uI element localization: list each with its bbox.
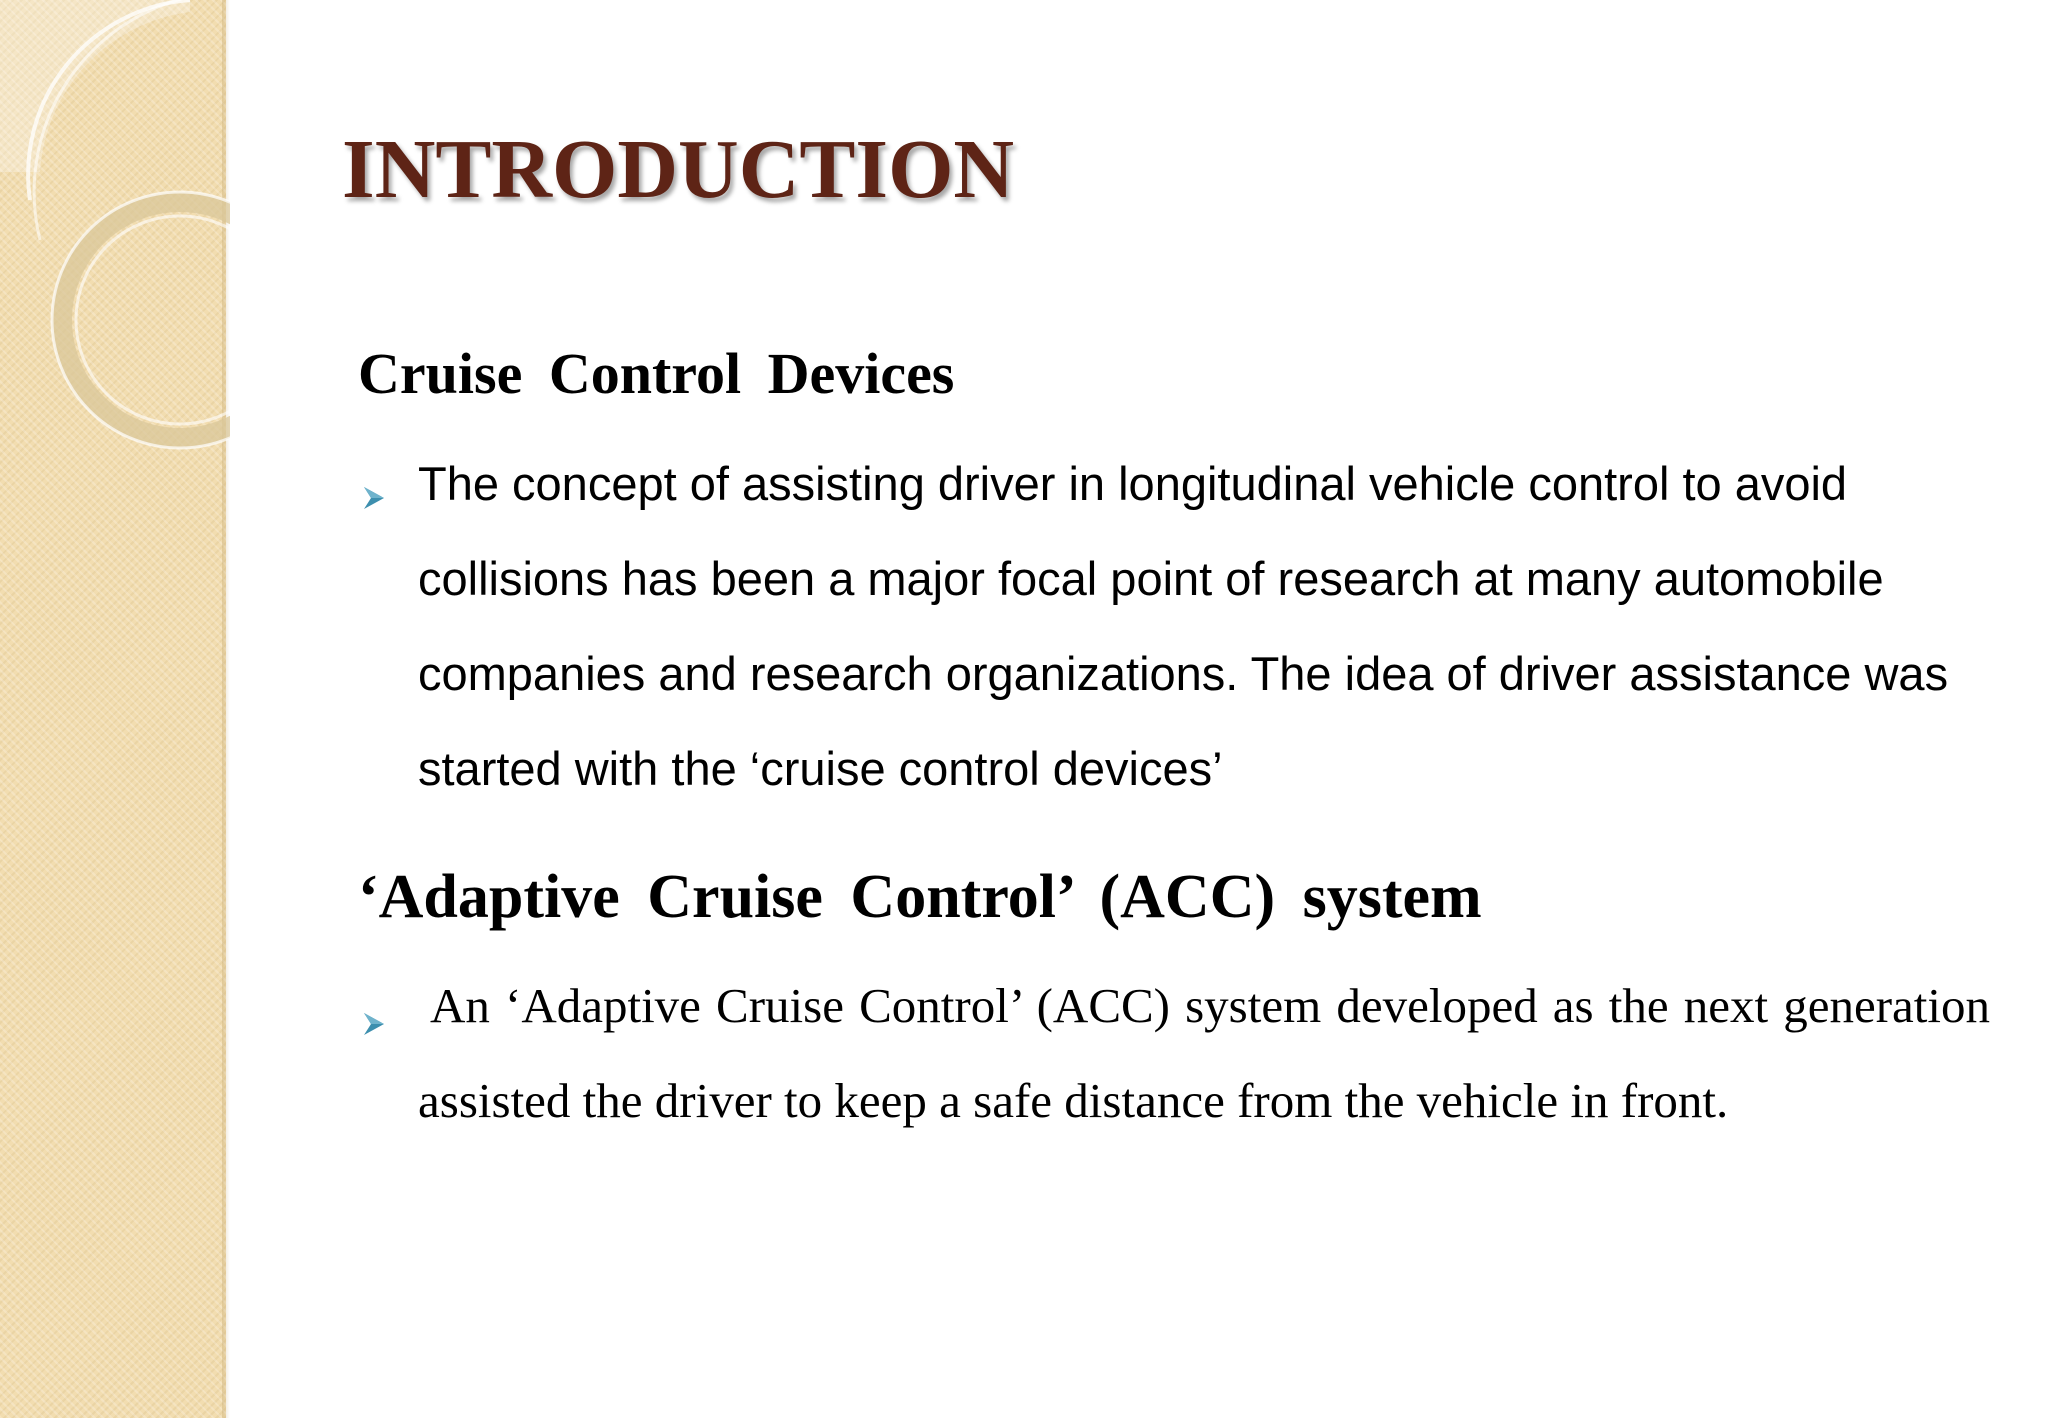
slide-title: INTRODUCTION <box>342 123 1015 216</box>
bullet-text-cruise-control: The concept of assisting driver in longitudinal vehicle control to avoid collisions has been a major focal point of research at many automobile companies and research organizations. The idea of driver assistance was started with the ‘cruise control devices’ <box>418 457 1949 795</box>
section-heading-cruise-control: Cruise Control Devices <box>358 341 955 406</box>
arrow-bullet-icon <box>360 484 388 512</box>
arrow-bullet-icon <box>360 1010 388 1038</box>
decorative-circles <box>0 0 230 480</box>
section-heading-acc: ‘Adaptive Cruise Control’ (ACC) system <box>358 863 1482 931</box>
bullet-text-acc: An ‘Adaptive Cruise Control’ (ACC) system developed as the next generation assisted the driver to keep a safe distance from the vehicle in front. <box>418 978 1990 1128</box>
